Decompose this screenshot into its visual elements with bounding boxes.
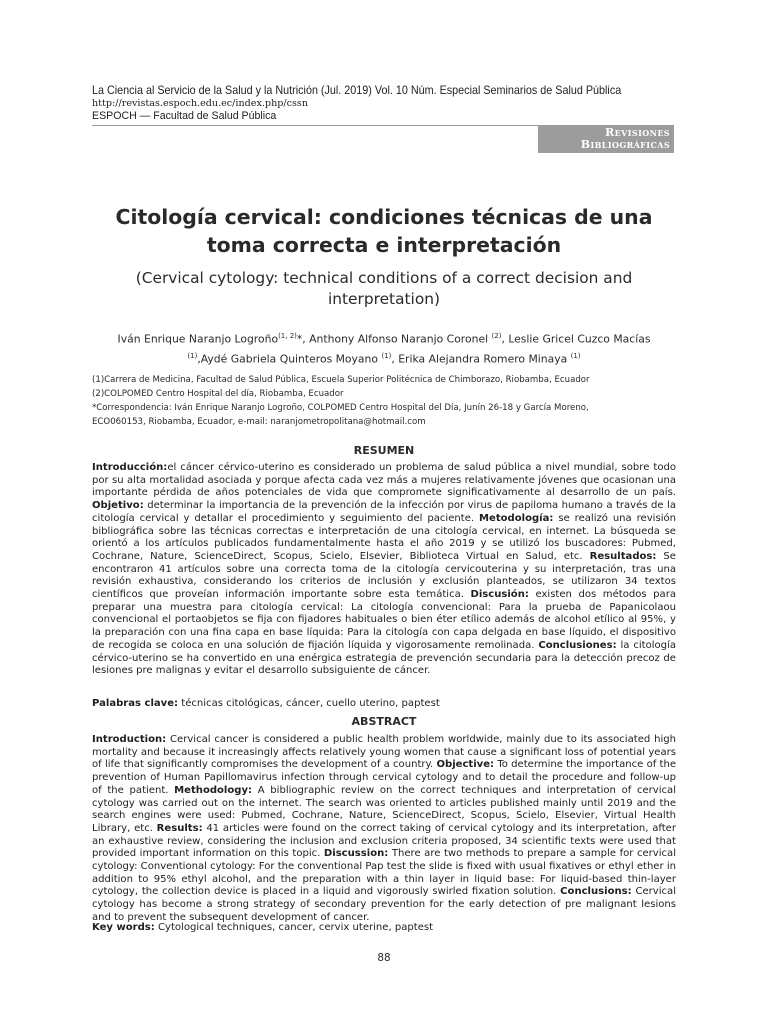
abstract-results: 41 articles were found on the correct taking of cervical cytology and its interpretation, after an exhaustive review, considering the inclusion and exclusion criteria proposed, 34 scientific texts were used that provided important information on this topic. — [92, 822, 676, 860]
resumen-objective-label: Objetivo: — [92, 500, 144, 512]
key-words-label: Key words: — [92, 922, 155, 933]
section-badge — [538, 125, 674, 153]
author-3: , Leslie Gricel Cuzco Macías — [501, 332, 651, 346]
abstract-conclusions-label: Conclusions: — [560, 886, 632, 898]
resumen-objective: determinar la importancia de la prevención de la infección por virus de papiloma humano a través de la citología cervical y detallar el procedimiento y seguimiento del paciente. — [92, 500, 676, 524]
key-words — [92, 922, 676, 935]
abstract-heading: ABSTRACT — [351, 715, 417, 728]
abstract-body — [92, 734, 676, 925]
badge-line-2: Bibliográficas — [580, 138, 670, 151]
author-5-affil: (1) — [570, 351, 581, 360]
badge-line-1: Revisiones — [605, 126, 670, 139]
affiliation-2: (2)COLPOMED Centro Hospital del día, Riobamba, Ecuador — [92, 389, 344, 400]
resumen-conclusions-label: Conclusiones: — [538, 639, 617, 651]
header-divider — [92, 125, 538, 126]
affiliations — [92, 373, 692, 429]
institution-line: ESPOCH — Facultad de Salud Pública — [92, 110, 277, 122]
resumen-methodology-label: Metodología: — [479, 512, 554, 524]
article-subtitle: (Cervical cytology: technical conditions of a correct decision and interpretation) — [135, 269, 633, 308]
resumen-results-label: Resultados: — [589, 550, 657, 562]
resumen-intro: el cáncer cérvico-uterino es considerado un problema de salud pública a nivel mundial, sobre todo por su alta mortalidad asociada y porque afecta cada vez más a mujeres relativamente jóvenes que ocasionan una importante pérdida de años potenciales de vida que compromete significativamente al desarrollo de un país. — [92, 462, 676, 499]
author-1-affil: (1, 2) — [278, 332, 297, 340]
palabras-clave — [92, 698, 676, 711]
abstract-discussion: There are two methods to prepare a sample for cervical cytology: Conventional cytology: For the conventional Pap test the slide is fixed with usual fixatives or ethyl ether in addition to 95% ethyl alcohol, and the preparation with a thin layer in liquid base: For liquid-based thin-layer cytology, the collection device is placed in a liquid and vigorously swirled fixation solution. — [92, 848, 676, 898]
resumen-methodology: se realizó una revisión bibliográfica sobre las técnicas correctas e interpretación de una citología cervical, en internet. La búsqueda se orientó a los artículos publicados fundamentalmente hasta el año 2019 y se utilizó los buscadores: Pubmed, Cochrane, Nature, ScienceDirect, Scopus, Scielo, Elsevier, Biblioteca Virtual en Salud, etc. — [92, 512, 676, 562]
abstract-intro-label: Introduction: — [92, 734, 167, 745]
resumen-discussion-label: Discusión: — [470, 589, 529, 601]
abstract-objective: To determine the importance of the prevention of Human Papillomavirus infection through cervical cytology and to detail the procedure and follow-up of the patient. — [92, 759, 676, 796]
author-5: , Erika Alejandra Romero Minaya — [391, 352, 571, 366]
author-4: ,Aydé Gabriela Quinteros Moyano — [197, 352, 382, 366]
abstract-intro: Cervical cancer is considered a public health problem worldwide, mainly due to its associated high mortality and because it increasingly affects relatively young women that cause a significant loss of potential years of life that significantly compromises the development of a country. — [92, 734, 676, 771]
palabras-clave-label: Palabras clave: — [92, 698, 179, 709]
corresponding-mark: * — [296, 332, 303, 346]
abstract-methodology: A bibliographic review on the correct techniques and interpretation of cervical cytology was carried out on the internet. The search was oriented to articles published mainly until 2019 and the search engines were used: Pubmed, Cochrane, Nature, ScienceDirect, Scopus, Scielo, Elsevier, Virtual Health Library, etc. — [92, 784, 677, 834]
author-2: , Anthony Alfonso Naranjo Coronel — [302, 332, 492, 346]
affiliation-1: (1)Carrera de Medicina, Facultad de Salud Pública, Escuela Superior Politécnica de Chimborazo, Riobamba, Ecuador — [92, 375, 590, 385]
author-2-affil: (2) — [491, 332, 502, 340]
page-number: 88 — [377, 952, 391, 964]
key-words-values: Cytological techniques, cancer, cervix uterine, paptest — [154, 922, 434, 933]
abstract-results-label: Results: — [156, 822, 203, 834]
author-4-affil: (1) — [381, 351, 392, 360]
resumen-discussion: existen dos métodos para preparar una muestra para citología cervical: La citología convencional: Para la prueba de Papanicolaou convencional el portaobjetos se fija con fijadores habituales o bien éter etílico además de alcohol etílico al 95%, y la preparación con una fina capa en base líquida: Para la citología con capa delgada en base líquido, el dispositivo de recogida se coloca en una solución de fijación líquida y vigorosamente remolinada. — [92, 589, 676, 651]
author-1: Iván Enrique Naranjo Logroño — [117, 332, 279, 346]
abstract-conclusions: Cervical cytology has become a strong strategy of secondary prevention for the early detection of pre malignant lesions and to prevent the subsequent development of cancer. — [92, 886, 676, 923]
author-list — [92, 328, 676, 367]
journal-header: La Ciencia al Servicio de la Salud y la Nutrición (Jul. 2019) Vol. 10 Núm. Especial Seminarios de Salud Pública — [92, 84, 622, 97]
resumen-body — [92, 462, 676, 678]
resumen-conclusions: la citología cérvico-uterino se ha convertido en una enérgica estrategia de prevención secundaria para la detección precoz de lesiones pre malignas y evitar el desarrollo subsiguiente de cáncer. — [92, 639, 676, 677]
correspondence-email: ECO060153, Riobamba, Ecuador, e-mail: naranjometropolitana@hotmail.com — [92, 417, 426, 428]
author-3-affil: (1) — [187, 351, 198, 360]
resumen-results: Se encontraron 41 artículos sobre una correcta toma de la citología cervicouterina y su interpretación, tras una revisión exhaustiva, considerando los criterios de inclusión y exclusión planteados, se utilizaron 34 textos científicos que proveían información importante sobre esta temática. — [92, 550, 676, 601]
correspondence-line: *Correspondencia: Iván Enrique Naranjo Logroño, COLPOMED Centro Hospital del Día, Junín 26-18 y García Moreno, — [92, 403, 589, 414]
journal-url[interactable]: http://revistas.espoch.edu.ec/index.php/cssn — [92, 98, 309, 109]
article-title: Citología cervical: condiciones técnicas de una toma correcta e interpretación — [115, 205, 653, 257]
abstract-objective-label: Objective: — [436, 759, 495, 771]
abstract-methodology-label: Methodology: — [174, 784, 253, 796]
resumen-intro-label: Introducción: — [92, 462, 168, 473]
abstract-discussion-label: Discussion: — [323, 848, 389, 860]
resumen-heading: RESUMEN — [353, 444, 415, 457]
palabras-clave-values: técnicas citológicas, cáncer, cuello uterino, paptest — [178, 698, 440, 709]
